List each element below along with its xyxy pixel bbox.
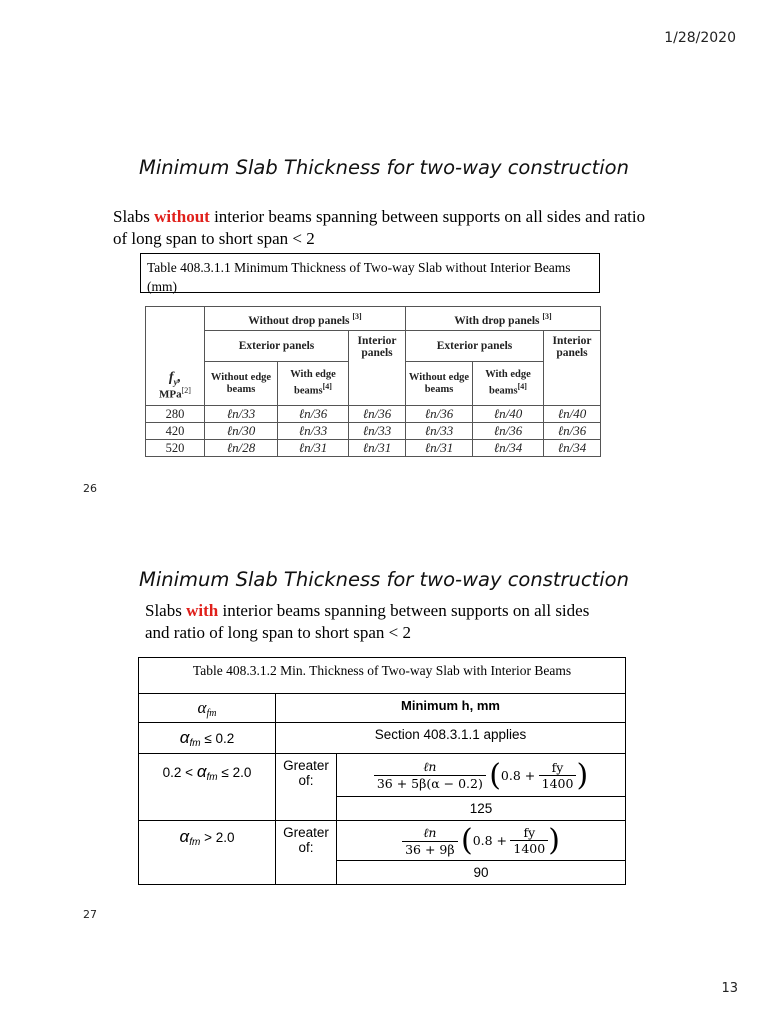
thickness-table-no-beams <box>145 306 601 457</box>
min-h-header: Minimum h, mm <box>276 694 626 723</box>
table-caption-box: Table 408.3.1.1 Minimum Thickness of Two-way Slab without Interior Beams (mm) <box>140 253 600 293</box>
page-number: 13 <box>721 981 738 996</box>
formula-fraction: $\frac{\text{ℓn}}{36 + 5\beta(\alpha - 0.2)}$ <box>374 759 486 791</box>
slide-number-27: 27 <box>83 908 97 921</box>
formula-fraction: $\frac{\text{ℓn}}{36 + 9\beta}$ <box>402 825 458 857</box>
para-text: interior beams spanning between supports on all sides and ratio of long span to short span < 2 <box>113 207 646 248</box>
table-2-caption: Table 408.3.1.2 Min. Thickness of Two-way Slab with Interior Beams <box>139 658 626 694</box>
para-emphasis: with <box>186 601 219 620</box>
formula-fy-fraction: $\frac{fy}{1400}$ <box>510 825 548 856</box>
slide-27-title: Minimum Slab Thickness for two-way construction <box>139 568 629 591</box>
group-with-drop: With drop panels [3] <box>406 307 601 331</box>
row-1-value: Section 408.3.1.1 applies <box>276 723 626 754</box>
exterior-panels-header: Exterior panels <box>406 331 544 362</box>
alpha-header: $\alpha_{fm}$ <box>139 694 276 723</box>
formula-1: $\frac{\text{ℓn}}{36 + 5\beta(\alpha - 0.2)}$ (0.8 + $\frac{fy}{1400}$ ) <box>337 754 626 797</box>
with-edge-beams-header: With edge beams[4] <box>473 362 544 406</box>
greater-of-label: Greater of: <box>276 754 337 821</box>
alpha-cond-3: $\alpha_{fm} > 2.0$ <box>139 821 276 885</box>
without-edge-beams-header: Without edge beams <box>205 362 278 406</box>
slide-26-paragraph <box>113 206 653 250</box>
without-edge-beams-header: Without edge beams <box>406 362 473 406</box>
thickness-table-with-beams <box>138 657 626 885</box>
greater-of-label: Greater of: <box>276 821 337 885</box>
formula-fy-fraction: $\frac{fy}{1400}$ <box>539 760 577 791</box>
exterior-panels-header: Exterior panels <box>205 331 349 362</box>
para-text: interior beams spanning between supports on all sides and ratio of long span to short span < 2 <box>145 601 590 642</box>
interior-panels-header: Interior panels <box>349 331 406 406</box>
para-emphasis: without <box>154 207 210 226</box>
table-row: 280 ℓn/33 ℓn/36 ℓn/36 ℓn/36 ℓn/40 ℓn/40 <box>146 406 601 423</box>
para-text: Slabs <box>113 207 155 226</box>
group-without-drop: Without drop panels [3] <box>205 307 406 331</box>
para-text: Slabs <box>145 601 187 620</box>
date: 1/28/2020 <box>664 30 736 46</box>
interior-panels-header: Interior panels <box>544 331 601 406</box>
slide-26-title: Minimum Slab Thickness for two-way construction <box>139 156 629 179</box>
slide-27-paragraph <box>145 600 615 644</box>
fy-header <box>146 307 205 406</box>
row-2-min: 125 <box>337 797 626 821</box>
with-edge-beams-header: With edge beams[4] <box>278 362 349 406</box>
alpha-cond-2: $0.2 < \alpha_{fm} \le 2.0$ <box>139 754 276 821</box>
fy-symbol: $f_y$, <box>168 369 182 387</box>
table-row: 420 ℓn/30 ℓn/33 ℓn/33 ℓn/33 ℓn/36 ℓn/36 <box>146 423 601 440</box>
formula-2: $\frac{\text{ℓn}}{36 + 9\beta}$ (0.8 + $\frac{fy}{1400}$ ) <box>337 821 626 861</box>
row-3-min: 90 <box>337 861 626 885</box>
fy-unit: MPa[2] <box>159 386 191 401</box>
alpha-cond-1: $\alpha_{fm} \le 0.2$ <box>139 723 276 754</box>
slide-number-26: 26 <box>83 482 97 495</box>
table-row: 520 ℓn/28 ℓn/31 ℓn/31 ℓn/31 ℓn/34 ℓn/34 <box>146 440 601 457</box>
